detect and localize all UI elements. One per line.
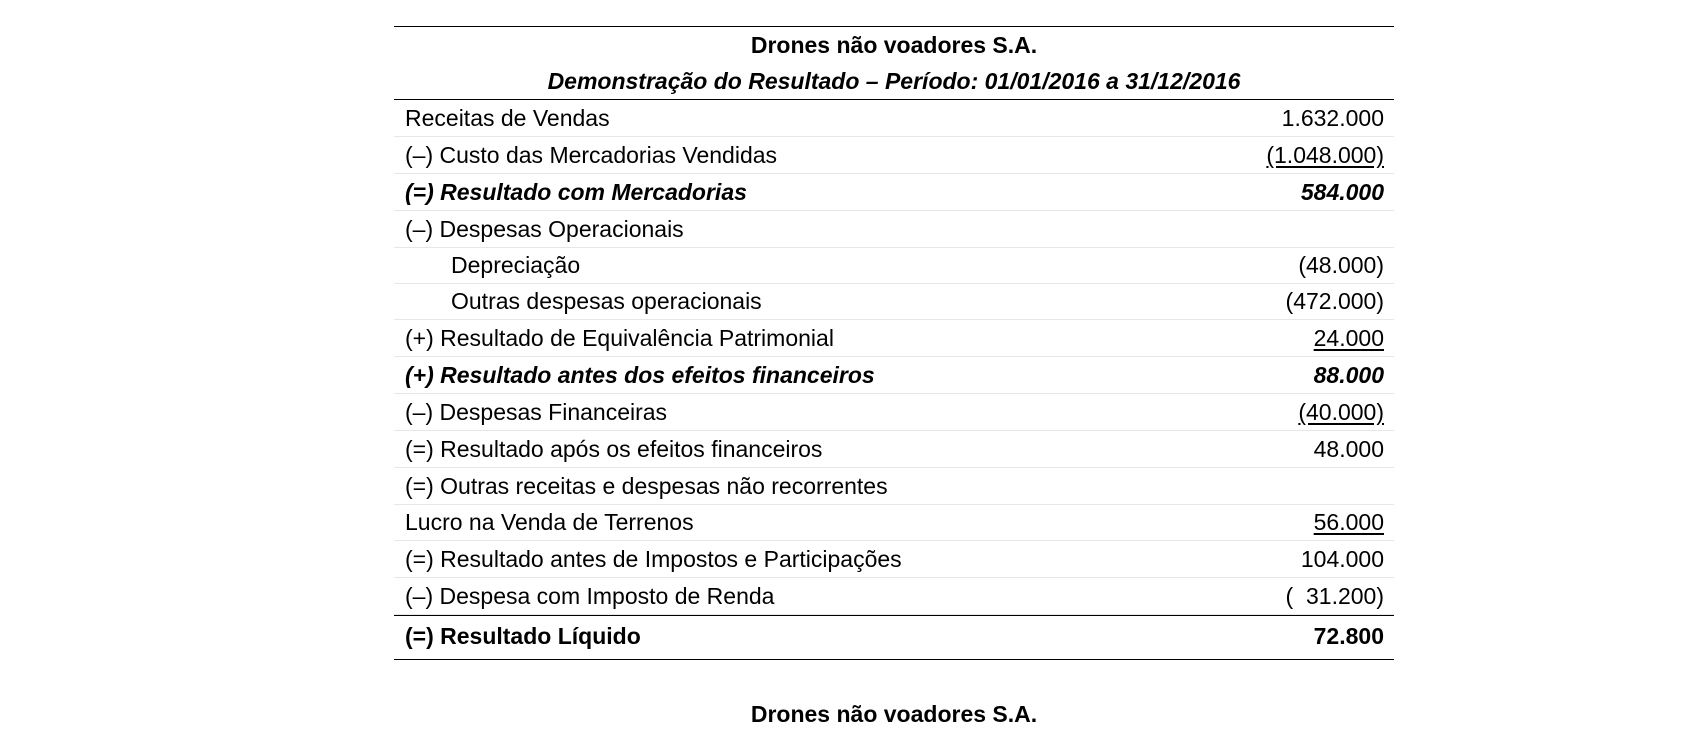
table-row [394,320,1394,357]
row-label: (–) Custo das Mercadorias Vendidas [405,142,778,168]
table-row [394,431,1394,468]
row-label: Depreciação [451,252,581,278]
row-value: (48.000) [1298,252,1384,278]
table-row-subtotal [394,357,1394,394]
row-label: Lucro na Venda de Terrenos [405,509,694,535]
table-row [394,137,1394,174]
row-value: 24.000 [1313,325,1384,351]
table-row [394,100,1394,137]
row-value: 48.000 [1313,436,1384,462]
row-value: 104.000 [1300,546,1384,572]
row-value: 584.000 [1300,179,1384,205]
row-value: 56.000 [1313,509,1384,535]
row-label: Outras despesas operacionais [451,288,762,314]
company-name: Drones não voadores S.A. [750,32,1038,58]
row-label: Receitas de Vendas [405,105,610,131]
row-value: 72.800 [1313,623,1384,649]
row-label: (=) Outras receitas e despesas não recorrentes [405,473,888,499]
row-label: (+) Resultado antes dos efeitos financeiros [405,362,875,388]
row-label: (=) Resultado com Mercadorias [405,179,747,205]
table-row [394,284,1394,320]
row-label: (+) Resultado de Equivalência Patrimonial [405,325,834,351]
table-row [394,468,1394,505]
row-value: (472.000) [1285,288,1384,314]
statement-period-title: Demonstração do Resultado – Período: 01/01/2016 a 31/12/2016 [394,63,1394,100]
row-label: (–) Despesas Operacionais [405,216,684,242]
table-row [394,505,1394,541]
row-label: (–) Despesas Financeiras [405,399,668,425]
table-row-total [394,615,1394,660]
table-row [394,211,1394,248]
table-row [394,394,1394,431]
income-statement-table [394,26,1394,660]
row-value: (40.000) [1298,399,1384,425]
table-row-subtotal [394,174,1394,211]
second-section-company-name: Drones não voadores S.A. [750,701,1038,727]
row-label: (–) Despesa com Imposto de Renda [405,583,775,609]
statement-rows [394,100,1394,660]
row-value: 1.632.000 [1281,105,1384,131]
row-value: (1.048.000) [1266,142,1384,168]
table-row [394,578,1394,615]
row-label: (=) Resultado Líquido [405,623,641,649]
row-label: (=) Resultado após os efeitos financeiros [405,436,823,462]
row-label: (=) Resultado antes de Impostos e Participações [405,546,902,572]
row-value: 88.000 [1313,362,1384,388]
table-row [394,248,1394,284]
table-row [394,541,1394,578]
row-value: ( 31.200) [1285,583,1384,609]
